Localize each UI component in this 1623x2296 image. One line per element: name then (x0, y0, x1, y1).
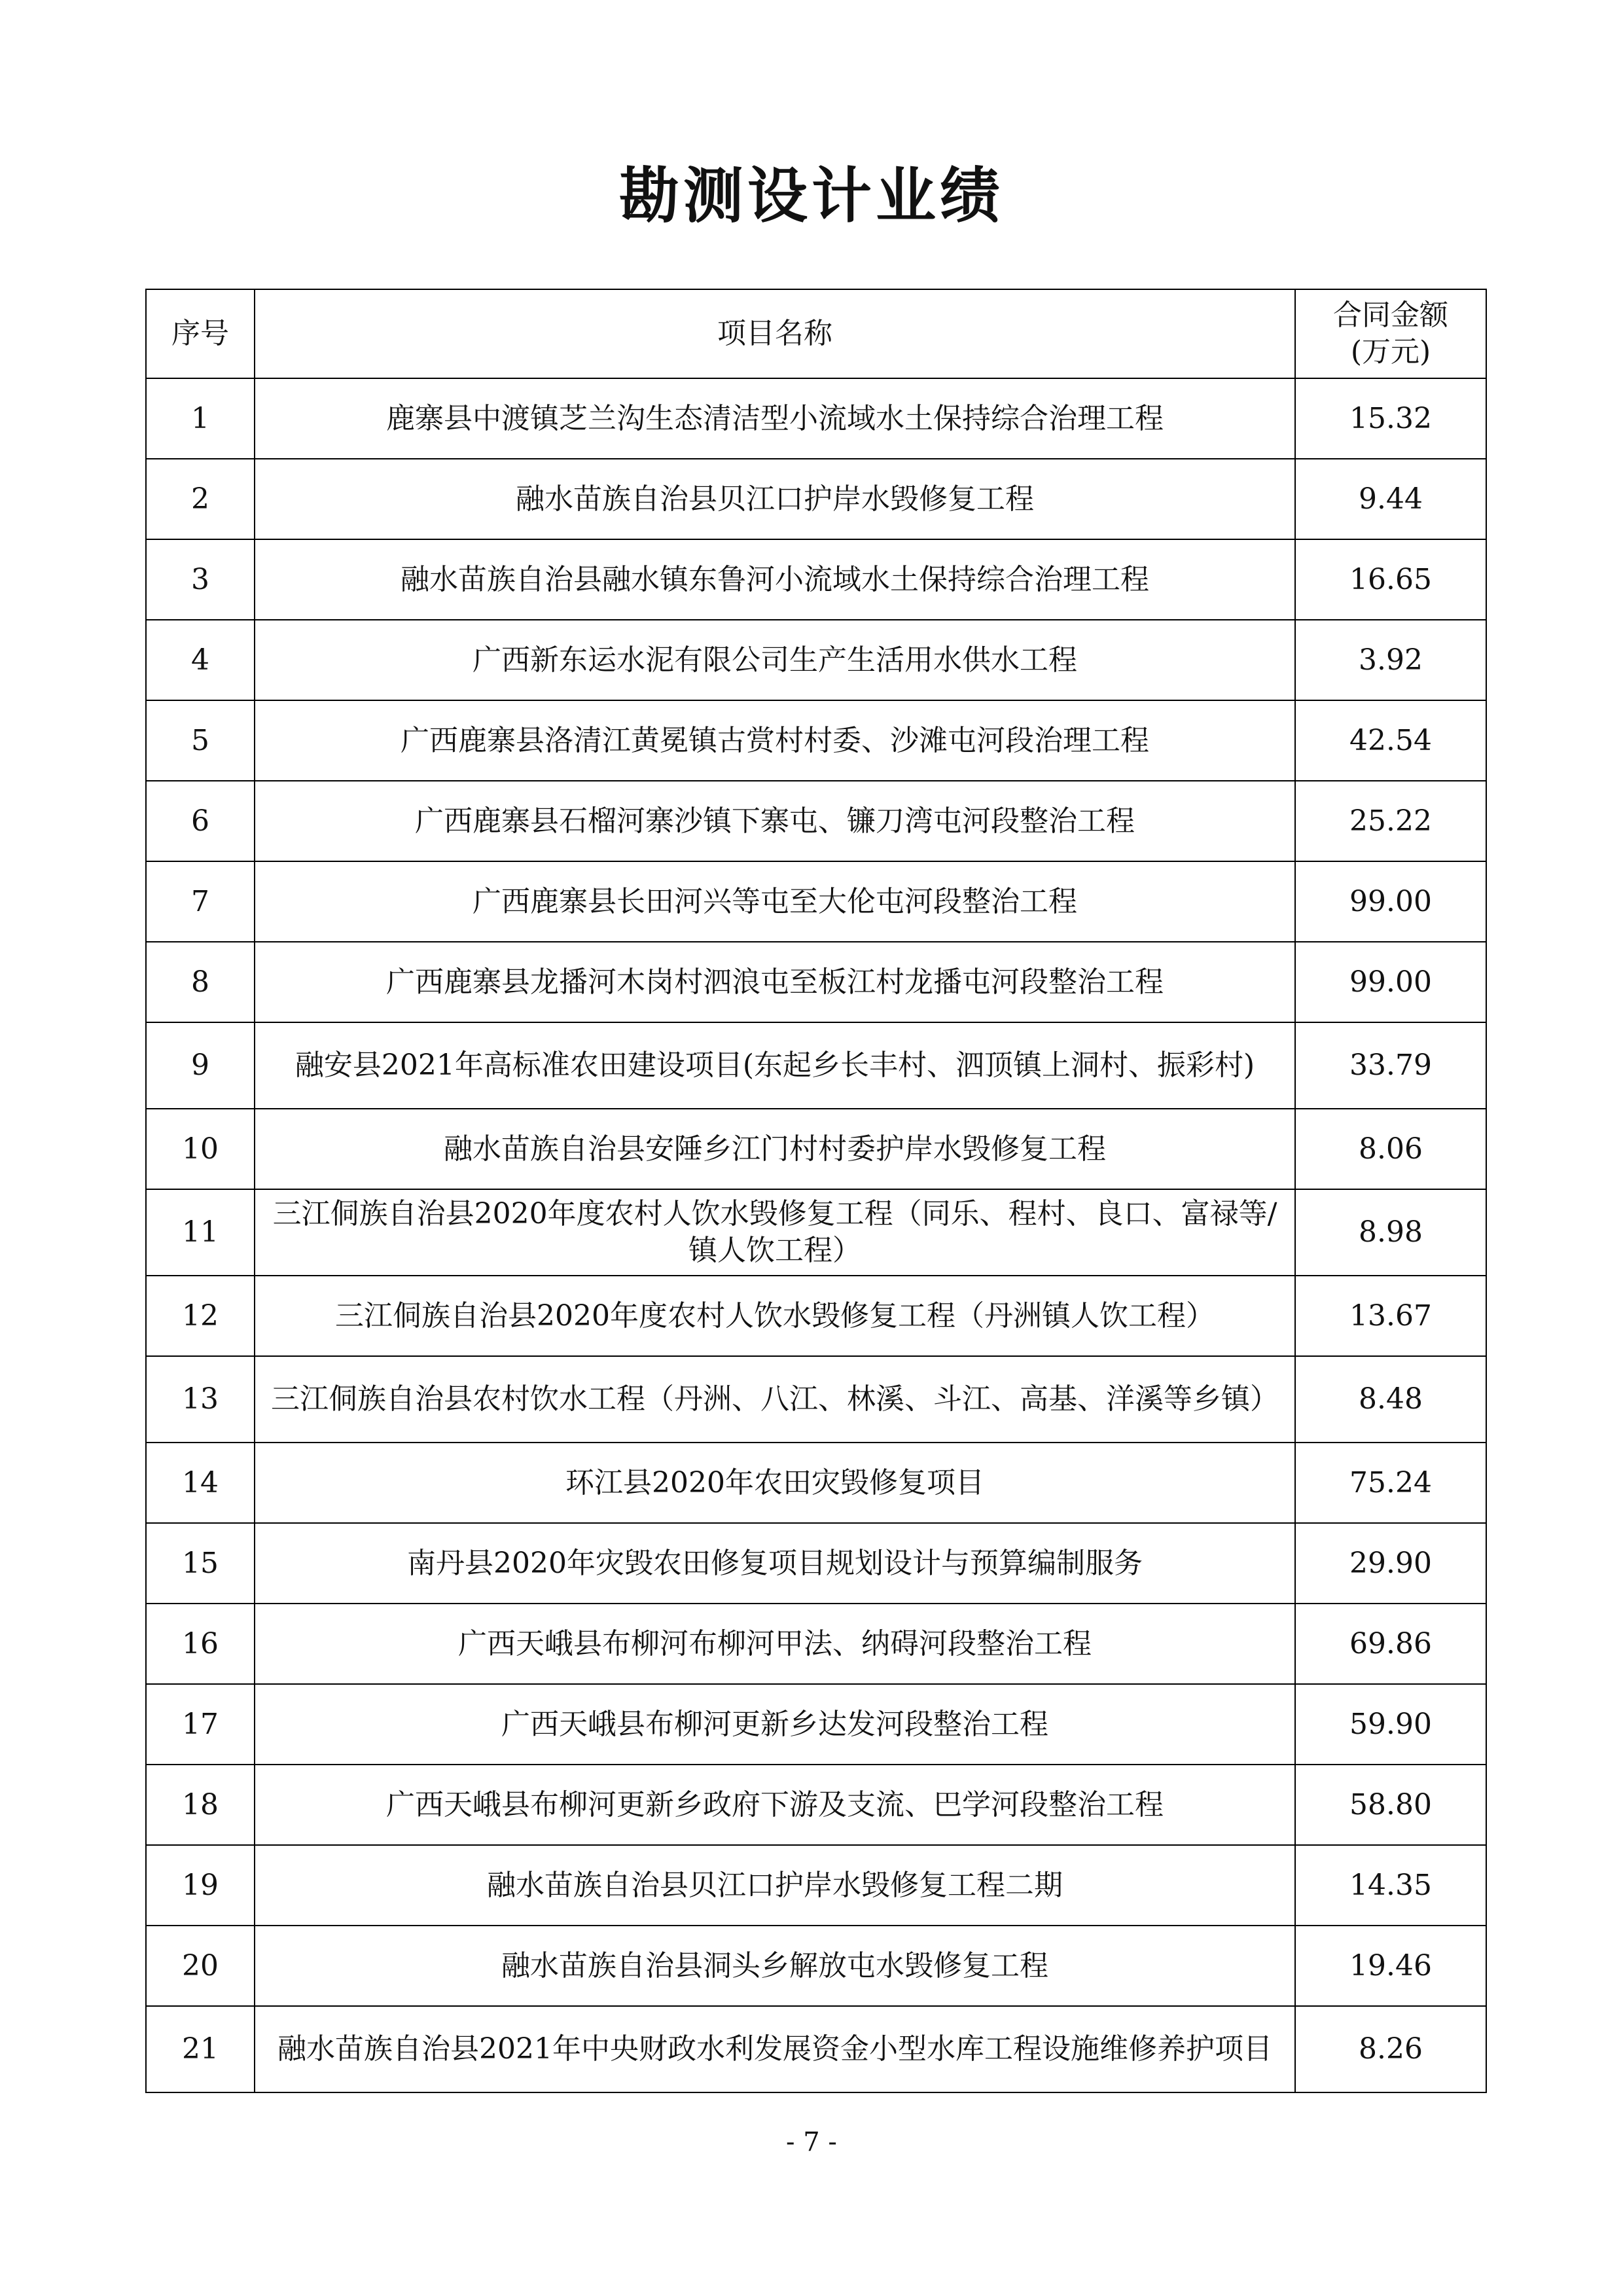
row-no-cell: 16 (146, 1604, 255, 1684)
row-no-cell: 6 (146, 781, 255, 861)
row-amount-cell: 16.65 (1295, 539, 1486, 620)
row-name-cell: 环江县2020年农田灾毁修复项目 (255, 1443, 1295, 1523)
row-amount-cell: 14.35 (1295, 1845, 1486, 1926)
row-name-cell: 广西新东运水泥有限公司生产生活用水供水工程 (255, 620, 1295, 700)
header-no: 序号 (146, 289, 255, 378)
table-row (146, 1276, 1486, 1356)
row-amount-cell: 75.24 (1295, 1443, 1486, 1523)
row-no-cell: 1 (146, 378, 255, 459)
table-row (146, 700, 1486, 781)
table-row (146, 539, 1486, 620)
table-row (146, 1604, 1486, 1684)
page-title: 勘测设计业绩 (618, 161, 1004, 231)
header-amount (1295, 289, 1486, 378)
row-amount-cell: 59.90 (1295, 1684, 1486, 1765)
row-amount-cell: 25.22 (1295, 781, 1486, 861)
row-amount-cell: 3.92 (1295, 620, 1486, 700)
row-name-cell: 广西鹿寨县长田河兴等屯至大伦屯河段整治工程 (255, 861, 1295, 942)
row-no-cell: 12 (146, 1276, 255, 1356)
table-row (146, 781, 1486, 861)
row-amount-cell: 13.67 (1295, 1276, 1486, 1356)
row-no-cell: 20 (146, 1926, 255, 2006)
row-amount-cell: 69.86 (1295, 1604, 1486, 1684)
row-amount-cell: 58.80 (1295, 1765, 1486, 1845)
row-amount-cell: 42.54 (1295, 700, 1486, 781)
table-row (146, 1022, 1486, 1109)
row-no-cell: 14 (146, 1443, 255, 1523)
table-row (146, 1765, 1486, 1845)
table-row (146, 1684, 1486, 1765)
row-name-cell: 广西天峨县布柳河更新乡政府下游及支流、巴学河段整治工程 (255, 1765, 1295, 1845)
header-amount-line2: (万元) (1350, 335, 1431, 368)
row-name-cell: 融水苗族自治县融水镇东鲁河小流域水土保持综合治理工程 (255, 539, 1295, 620)
row-no-cell: 11 (146, 1189, 255, 1276)
row-no-cell: 21 (146, 2006, 255, 2092)
row-amount-cell: 33.79 (1295, 1022, 1486, 1109)
row-name-cell: 三江侗族自治县2020年度农村人饮水毁修复工程（丹洲镇人饮工程） (255, 1276, 1295, 1356)
header-name: 项目名称 (255, 289, 1295, 378)
row-no-cell: 4 (146, 620, 255, 700)
table-header-row (146, 289, 1486, 378)
row-no-cell: 17 (146, 1684, 255, 1765)
row-no-cell: 13 (146, 1356, 255, 1443)
row-name-cell: 三江侗族自治县农村饮水工程（丹洲、八江、林溪、斗江、高基、洋溪等乡镇） (255, 1356, 1295, 1443)
row-name-cell: 广西天峨县布柳河布柳河甲法、纳碍河段整治工程 (255, 1604, 1295, 1684)
row-amount-cell: 19.46 (1295, 1926, 1486, 2006)
row-name-cell: 广西鹿寨县龙播河木岗村泗浪屯至板江村龙播屯河段整治工程 (255, 942, 1295, 1022)
table-row (146, 1109, 1486, 1189)
table-row (146, 378, 1486, 459)
row-name-cell: 融水苗族自治县贝江口护岸水毁修复工程 (255, 459, 1295, 539)
table-row (146, 1356, 1486, 1443)
row-amount-cell: 15.32 (1295, 378, 1486, 459)
row-no-cell: 19 (146, 1845, 255, 1926)
row-name-cell: 融水苗族自治县贝江口护岸水毁修复工程二期 (255, 1845, 1295, 1926)
row-no-cell: 2 (146, 459, 255, 539)
table-row (146, 1189, 1486, 1276)
row-no-cell: 9 (146, 1022, 255, 1109)
row-amount-cell: 8.06 (1295, 1109, 1486, 1189)
row-amount-cell: 99.00 (1295, 861, 1486, 942)
row-name-cell: 三江侗族自治县2020年度农村人饮水毁修复工程（同乐、程村、良口、富禄等/镇人饮工程） (255, 1189, 1295, 1276)
row-amount-cell: 8.26 (1295, 2006, 1486, 2092)
row-name-cell: 广西天峨县布柳河更新乡达发河段整治工程 (255, 1684, 1295, 1765)
table-row (146, 2006, 1486, 2092)
table-row (146, 1443, 1486, 1523)
row-name-cell: 融水苗族自治县安陲乡江门村村委护岸水毁修复工程 (255, 1109, 1295, 1189)
table-row (146, 620, 1486, 700)
row-no-cell: 3 (146, 539, 255, 620)
row-no-cell: 5 (146, 700, 255, 781)
row-no-cell: 8 (146, 942, 255, 1022)
row-name-cell: 融水苗族自治县洞头乡解放屯水毁修复工程 (255, 1926, 1295, 2006)
row-name-cell: 融水苗族自治县2021年中央财政水利发展资金小型水库工程设施维修养护项目 (255, 2006, 1295, 2092)
row-no-cell: 18 (146, 1765, 255, 1845)
row-amount-cell: 9.44 (1295, 459, 1486, 539)
row-name-cell: 广西鹿寨县洛清江黄冕镇古赏村村委、沙滩屯河段治理工程 (255, 700, 1295, 781)
row-amount-cell: 8.48 (1295, 1356, 1486, 1443)
row-amount-cell: 29.90 (1295, 1523, 1486, 1604)
row-no-cell: 15 (146, 1523, 255, 1604)
row-amount-cell: 99.00 (1295, 942, 1486, 1022)
table-row (146, 459, 1486, 539)
row-name-cell: 融安县2021年高标准农田建设项目(东起乡长丰村、泗顶镇上洞村、振彩村) (255, 1022, 1295, 1109)
table-row (146, 1845, 1486, 1926)
table-row (146, 1926, 1486, 2006)
table-row (146, 861, 1486, 942)
performance-table (145, 289, 1487, 2093)
row-no-cell: 7 (146, 861, 255, 942)
page-number: - 7 - (786, 2127, 837, 2157)
header-amount-line1: 合同金额 (1333, 298, 1448, 332)
table-row (146, 942, 1486, 1022)
table-row (146, 1523, 1486, 1604)
row-amount-cell: 8.98 (1295, 1189, 1486, 1276)
row-name-cell: 广西鹿寨县石榴河寨沙镇下寨屯、镰刀湾屯河段整治工程 (255, 781, 1295, 861)
row-no-cell: 10 (146, 1109, 255, 1189)
row-name-cell: 南丹县2020年灾毁农田修复项目规划设计与预算编制服务 (255, 1523, 1295, 1604)
row-name-cell: 鹿寨县中渡镇芝兰沟生态清洁型小流域水土保持综合治理工程 (255, 378, 1295, 459)
